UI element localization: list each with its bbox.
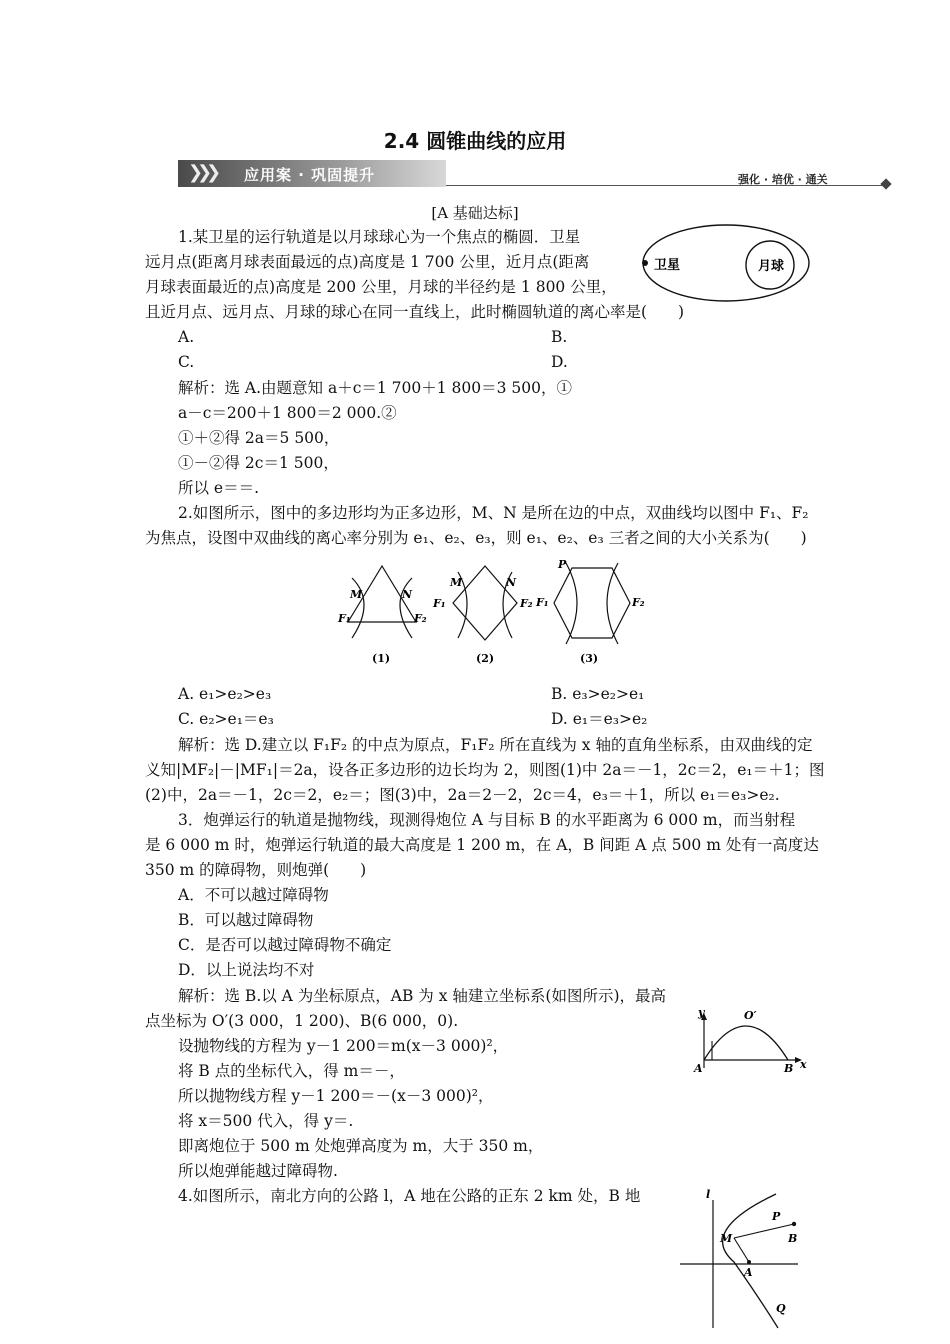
caption-2: (2) (476, 652, 495, 665)
moon-label: 月球 (758, 259, 785, 274)
road-parabola-figure (676, 1186, 816, 1336)
q1-line: 远月点(距离月球表面最远的点)高度是 1 700 公里，近月点(距离 (145, 253, 590, 271)
label-F2: F₂ (520, 597, 533, 610)
q1-solution: 所以 e＝＝. (178, 479, 260, 497)
q3-solution: 将 B 点的坐标代入，得 m＝－， (178, 1062, 405, 1080)
q1-option-c: C. (178, 353, 195, 371)
q3-option-a: A．不可以越过障碍物 (178, 886, 329, 904)
label-P: P (772, 1210, 781, 1223)
q3-solution: 将 x＝500 代入，得 y＝. (178, 1112, 354, 1130)
label-M: M (720, 1232, 733, 1245)
satellite-orbit-figure (640, 222, 815, 304)
q3-line: 350 m 的障碍物，则炮弹( ) (145, 861, 367, 879)
label-M: M (350, 588, 363, 601)
label-F2: F₂ (414, 612, 427, 625)
satellite-dot (642, 260, 648, 266)
q3-line: 3．炮弹运行的轨道是抛物线，现测得炮位 A 与目标 B 的水平距离为 6 000 m，而当射程 (178, 811, 796, 829)
label-A: A (694, 1062, 703, 1075)
caption-1: (1) (372, 652, 391, 665)
q1-solution: a－c＝200＋1 800＝2 000.② (178, 404, 397, 422)
q2-line: 为焦点，设图中双曲线的离心率分别为 e₁、e₂、e₃，则 e₁、e₂、e₃ 三者之间的大小关系为( ) (145, 529, 807, 547)
q2-option-d: D. e₁＝e₃>e₂ (551, 710, 648, 728)
q1-solution: 解析：选 A.由题意知 a＋c＝1 700＋1 800＝3 500，① (178, 379, 573, 397)
q2-option-a: A. e₁>e₂>e₃ (178, 685, 272, 703)
q3-solution: 设抛物线的方程为 y－1 200＝m(x－3 000)²， (178, 1037, 509, 1055)
section-banner (178, 160, 446, 187)
label-y: y (698, 1010, 705, 1019)
polygon-hyperbola-figures (330, 558, 660, 670)
section-label: [A 基础达标] (431, 204, 519, 222)
figure-1 (337, 566, 427, 665)
satellite-label: 卫星 (654, 258, 681, 273)
label-x: x (800, 1058, 807, 1071)
label-l: l (706, 1188, 711, 1201)
q3-option-d: D．以上说法均不对 (178, 961, 315, 979)
q3-option-b: B．可以越过障碍物 (178, 911, 314, 929)
q3-solution: 所以炮弹能越过障碍物. (178, 1162, 338, 1180)
q4-line: 4.如图所示，南北方向的公路 l，A 地在公路的正东 2 km 处，B 地 (178, 1187, 641, 1205)
q1-option-a: A. (178, 328, 195, 346)
label-O-prime: O′ (744, 1010, 757, 1022)
q1-solution: ①＋②得 2a＝5 500， (178, 429, 340, 447)
q3-option-c: C．是否可以越过障碍物不确定 (178, 936, 392, 954)
figure-2 (432, 566, 533, 665)
label-F2: F₂ (632, 596, 645, 609)
q1-line: 且近月点、远月点、月球的球心在同一直线上，此时椭圆轨道的离心率是( ) (145, 303, 685, 321)
label-B: B (788, 1232, 798, 1245)
label-Q: Q (776, 1302, 786, 1315)
caption-3: (3) (580, 652, 599, 665)
label-B: B (784, 1062, 794, 1075)
q2-line: 2.如图所示，图中的多边形均为正多边形，M、N 是所在边的中点，双曲线均以图中 F₁、F₂ (178, 504, 809, 522)
label-N: N (402, 588, 413, 601)
q1-option-d: D. (551, 353, 568, 371)
q2-solution: 解析：选 D.建立以 F₁F₂ 的中点为原点，F₁F₂ 所在直线为 x 轴的直角坐标系，由双曲线的定 (178, 736, 813, 754)
label-A: A (744, 1266, 753, 1279)
label-P: P (558, 558, 567, 571)
q3-solution: 解析：选 B.以 A 为坐标原点，AB 为 x 轴建立坐标系(如图所示)，最高 (178, 987, 666, 1005)
q2-solution: (2)中，2a＝－1，2c＝2，e₂＝；图(3)中，2a＝2－2，2c＝4，e₃＝＋1，所以 e₁＝e₃>e₂. (145, 786, 780, 804)
q2-option-c: C. e₂>e₁＝e₃ (178, 710, 274, 728)
q3-solution: 所以抛物线方程 y－1 200＝－(x－3 000)²， (178, 1087, 494, 1105)
q3-solution: 点坐标为 O′(3 000，1 200)、B(6 000，0). (145, 1012, 459, 1030)
banner-label: 应用案 · 巩固提升 (244, 166, 376, 184)
q1-line: 月球表面最近的点)高度是 200 公里，月球的半径约是 1 800 公里， (145, 278, 617, 296)
label-F1: F₁ (536, 596, 549, 609)
diamond-icon (880, 178, 891, 189)
page-title: 2.4 圆锥曲线的应用 (383, 129, 567, 153)
label-F1: F₁ (433, 597, 446, 610)
parabola-trajectory-figure (690, 1010, 815, 1078)
q3-solution: 即离炮位于 500 m 处炮弹高度为 m，大于 350 m， (178, 1137, 544, 1155)
label-F1: F₁ (338, 612, 351, 625)
label-M: M (450, 576, 463, 589)
label-N: N (506, 576, 517, 589)
q1-solution: ①－②得 2c＝1 500， (178, 454, 339, 472)
chevron-icon: ❯❯❯ (188, 162, 216, 183)
q3-line: 是 6 000 m 时，炮弹运行轨道的最大高度是 1 200 m，在 A，B 间距 A 点 500 m 处有一高度达 (145, 836, 819, 854)
q1-option-b: B. (551, 328, 568, 346)
banner-tagline: 强化 · 培优 · 通关 (738, 173, 828, 186)
q2-solution: 义知|MF₂|－|MF₁|＝2a，设各正多边形的边长均为 2，则图(1)中 2a＝－1，2c＝2，e₁＝＋1；图 (145, 761, 825, 779)
q1-line: 1.某卫星的运行轨道是以月球球心为一个焦点的椭圆．卫星 (178, 228, 581, 246)
q2-option-b: B. e₃>e₂>e₁ (551, 685, 645, 703)
figure-3 (535, 558, 645, 665)
